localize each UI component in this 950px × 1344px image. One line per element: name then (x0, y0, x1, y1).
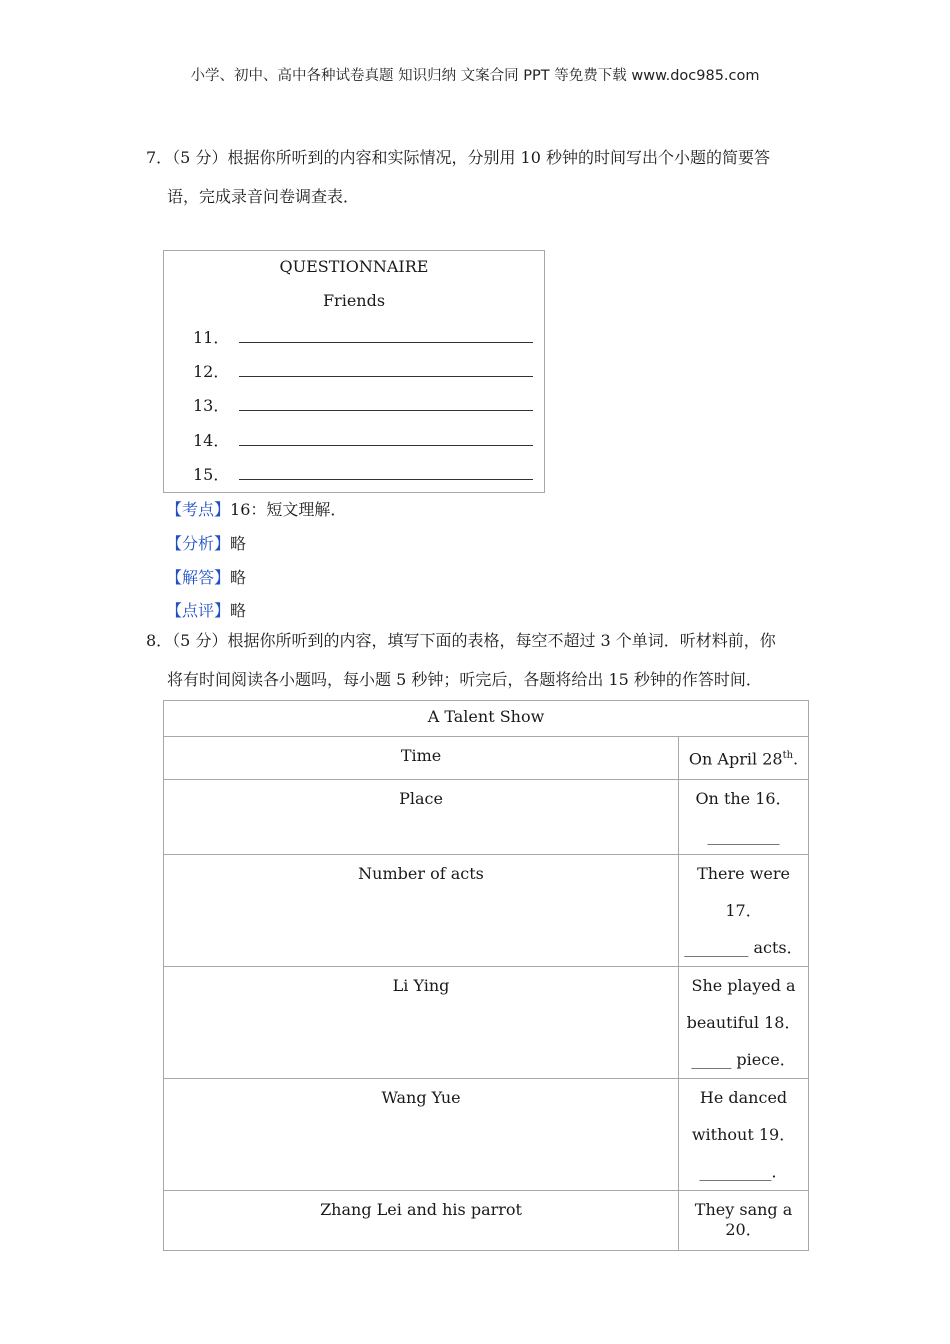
analysis-kaodian (166, 497, 346, 520)
jieda-label: 【解答】 (166, 568, 231, 587)
table-row (164, 967, 809, 1079)
item-number: 15． (193, 465, 230, 484)
question-8 (146, 621, 818, 699)
kaodian-text: 16：短文理解． (230, 500, 347, 519)
analysis-fenxi (166, 531, 246, 554)
questionnaire-item-12 (193, 359, 533, 382)
acts-label: Number of acts (164, 855, 679, 967)
answer-blank[interactable] (239, 431, 533, 446)
question-8-line-2: 将有时间阅读各小题吗，每小题 5 秒钟；听完后，各题将给出 15 秒钟的作答时间． (167, 670, 762, 689)
question-7-line-2: 语，完成录音问卷调查表． (167, 187, 360, 206)
analysis-jieda (166, 565, 246, 588)
table-row (164, 780, 809, 855)
questionnaire-subtitle: Friends (322, 291, 386, 310)
questionnaire-item-14 (193, 428, 533, 451)
questionnaire-item-15 (193, 462, 533, 485)
answer-blank[interactable] (239, 465, 533, 480)
talent-show-table (163, 700, 809, 1251)
item-number: 13． (193, 396, 230, 415)
li-ying-label: Li Ying (164, 967, 679, 1079)
wang-yue-label: Wang Yue (164, 1079, 679, 1191)
kaodian-label: 【考点】 (166, 500, 231, 519)
place-value: On the 16． _________ (679, 780, 809, 855)
question-7 (146, 138, 818, 216)
table-title: A Talent Show (164, 701, 809, 737)
fenxi-text: 略 (230, 534, 247, 553)
questionnaire-item-13 (193, 393, 533, 416)
question-8-line-1: 8．（5 分）根据你所听到的内容，填写下面的表格，每空不超过 3 个单词．听材料前，你 (146, 631, 776, 650)
analysis-dianping (166, 598, 246, 621)
answer-blank[interactable] (239, 328, 533, 343)
table-row (164, 701, 809, 737)
dianping-label: 【点评】 (166, 601, 231, 620)
questionnaire-title: QUESTIONNAIRE (279, 257, 429, 276)
fenxi-label: 【分析】 (166, 534, 231, 553)
question-7-line-1: 7．（5 分）根据你所听到的内容和实际情况，分别用 10 秒钟的时间写出个小题的简要答 (146, 148, 770, 167)
dianping-text: 略 (230, 601, 247, 620)
item-number: 12． (193, 362, 230, 381)
questionnaire-box (163, 250, 545, 493)
zhang-lei-value: They sang a 20． (679, 1191, 809, 1251)
table-row (164, 737, 809, 780)
jieda-text: 略 (230, 568, 247, 587)
li-ying-value: She played a beautiful 18． _____ piece． (679, 967, 809, 1079)
table-row (164, 1191, 809, 1251)
table-row (164, 1079, 809, 1191)
time-value: On April 28th. (679, 737, 809, 780)
item-number: 11． (193, 328, 230, 347)
table-row (164, 855, 809, 967)
zhang-lei-label: Zhang Lei and his parrot (164, 1191, 679, 1251)
item-number: 14． (193, 431, 230, 450)
answer-blank[interactable] (239, 362, 533, 377)
answer-blank[interactable] (239, 396, 533, 411)
page-header: 小学、初中、高中各种试卷真题 知识归纳 文案合同 PPT 等免费下载 www.doc985.com (190, 68, 760, 84)
acts-value: There were 17． ________ acts． (679, 855, 809, 967)
wang-yue-value: He danced without 19． _________． (679, 1079, 809, 1191)
time-label: Time (164, 737, 679, 780)
place-label: Place (164, 780, 679, 855)
questionnaire-item-11 (193, 325, 533, 348)
